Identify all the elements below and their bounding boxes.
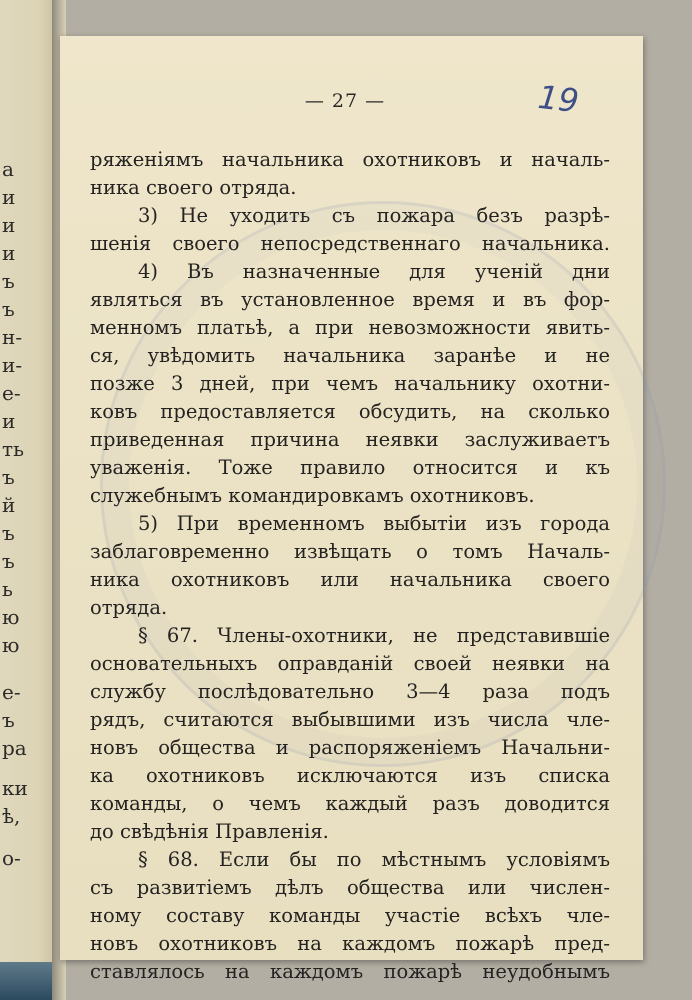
page-body-text — [90, 146, 610, 986]
text-line: являться въ установленное время и въ фор- — [90, 288, 610, 311]
previous-page-text-fragment: и — [2, 185, 16, 209]
previous-page-text-fragment: ки — [2, 776, 28, 800]
text-line: основательныхъ оправданій своей неявки на — [90, 652, 610, 675]
text-line: § 67. Члены-охотники, не представившіе — [138, 624, 610, 647]
text-line: до свѣдѣнія Правленія. — [90, 820, 329, 843]
previous-page-edge — [0, 0, 54, 1000]
book-page — [60, 36, 643, 983]
previous-page-text-fragment: е- — [2, 680, 21, 704]
text-line: ка охотниковъ исключаются изъ списка — [90, 764, 610, 787]
page-number: — 27 — — [304, 90, 386, 112]
text-line: 5) При временномъ выбытіи изъ города — [138, 512, 610, 535]
previous-page-text-fragment: ъ — [2, 549, 15, 573]
text-line: шенія своего непосредственнаго начальника. — [90, 232, 610, 255]
previous-page-text-fragment: ъ — [2, 465, 15, 489]
previous-page-text-fragment: ть — [2, 437, 24, 461]
handwritten-folio-number: 19 — [536, 77, 581, 121]
text-line: § 68. Если бы по мѣстнымъ условіямъ — [138, 848, 610, 871]
text-line: ставлялось на каждомъ пожарѣ неудобнымъ — [90, 960, 610, 983]
text-line: ряженіямъ начальника охотниковъ и началь- — [90, 148, 610, 171]
previous-page-text-fragment: ѣ, — [2, 804, 21, 828]
cover-edge — [0, 962, 54, 1000]
text-line: съ развитіемъ дѣлъ общества или числен- — [90, 876, 610, 899]
text-line: ся, увѣдомить начальника заранѣе и не — [90, 344, 610, 367]
text-line: уваженія. Тоже правило относится и къ — [90, 456, 610, 479]
previous-page-text-fragment: о- — [2, 846, 21, 870]
text-line: отряда. — [90, 596, 168, 619]
text-line: новъ общества и распоряженіемъ Начальни- — [90, 736, 610, 759]
text-line: менномъ платьѣ, а при невозможности явить- — [90, 316, 610, 339]
previous-page-text-fragment: ъ — [2, 269, 15, 293]
text-line: рядъ, считаются выбывшими изъ числа чле- — [90, 708, 610, 731]
text-line: позже 3 дней, при чемъ начальнику охотни- — [90, 372, 610, 395]
previous-page-text-fragment: ю — [2, 605, 20, 629]
previous-page-text-fragment: ъ — [2, 297, 15, 321]
text-line: заблаговременно извѣщать о томъ Началь- — [90, 540, 610, 563]
previous-page-text-fragment: ь — [2, 577, 13, 601]
previous-page-text-fragment: ъ — [2, 521, 15, 545]
previous-page-text-fragment: ра — [2, 736, 27, 760]
text-line: приведенная причина неявки заслуживаетъ — [90, 428, 610, 451]
previous-page-text-fragment: и — [2, 241, 16, 265]
text-line: ника охотниковъ или начальника своего — [90, 568, 610, 591]
text-line: ковъ предоставляется обсудить, на сколько — [90, 400, 610, 423]
text-line: новъ охотниковъ на каждомъ пожарѣ пред- — [90, 932, 610, 955]
previous-page-text-fragment: е- — [2, 381, 21, 405]
text-line: службу послѣдовательно 3—4 раза подъ — [90, 680, 610, 703]
previous-page-text-fragment: и — [2, 409, 16, 433]
previous-page-text-fragment: а — [2, 157, 14, 181]
text-line: ному составу команды участіе всѣхъ чле- — [90, 904, 610, 927]
previous-page-text-fragment: и- — [2, 353, 23, 377]
previous-page-text-fragment: н- — [2, 325, 23, 349]
text-line: 3) Не уходить съ пожара безъ разрѣ- — [138, 204, 610, 227]
previous-page-text-fragment: ъ — [2, 708, 15, 732]
text-line: служебнымъ командировкамъ охотниковъ. — [90, 484, 535, 507]
previous-page-text-fragment: ю — [2, 633, 20, 657]
text-line: команды, о чемъ каждый разъ доводится — [90, 792, 610, 815]
text-line: 4) Въ назначенные для ученій дни — [138, 260, 610, 283]
text-line: ника своего отряда. — [90, 176, 297, 199]
previous-page-text-fragment: й — [2, 493, 16, 517]
previous-page-text-fragment: и — [2, 213, 16, 237]
